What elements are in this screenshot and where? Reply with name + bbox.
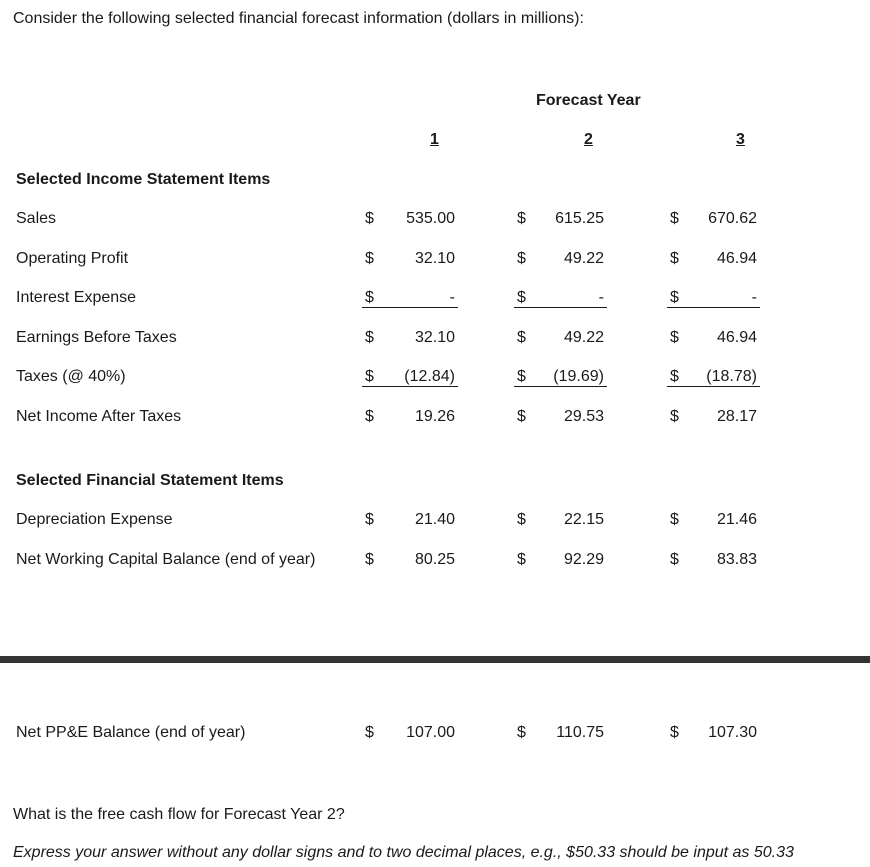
row-value: 49.22 [563, 329, 604, 346]
currency-symbol: $ [670, 289, 679, 306]
currency-symbol: $ [365, 289, 374, 306]
currency-symbol: $ [670, 724, 679, 741]
currency-symbol: $ [365, 551, 374, 568]
currency-symbol: $ [517, 329, 526, 346]
row-value: 107.00 [406, 724, 455, 741]
row-value: 29.53 [563, 408, 604, 425]
row-value: 46.94 [716, 250, 757, 267]
row-value: 80.25 [414, 551, 455, 568]
currency-symbol: $ [670, 210, 679, 227]
row-label: Operating Profit [16, 250, 129, 267]
subtotal-underline [667, 386, 760, 387]
row-value: 28.17 [716, 408, 757, 425]
intro-text: Consider the following selected financial forecast information (dollars in millions): [13, 10, 584, 27]
forecast-year-header: Forecast Year [536, 92, 641, 109]
currency-symbol: $ [670, 368, 679, 385]
currency-symbol: $ [517, 289, 526, 306]
row-label: Earnings Before Taxes [16, 329, 177, 346]
currency-symbol: $ [670, 250, 679, 267]
row-label: Sales [16, 210, 57, 227]
currency-symbol: $ [670, 511, 679, 528]
row-value: 670.62 [708, 210, 757, 227]
financial-section-title: Selected Financial Statement Items [16, 472, 284, 489]
currency-symbol: $ [365, 724, 374, 741]
row-label: Net PP&E Balance (end of year) [16, 724, 246, 741]
row-value: 49.22 [563, 250, 604, 267]
row-value: 32.10 [414, 329, 455, 346]
row-value: 83.83 [716, 551, 757, 568]
subtotal-underline [514, 386, 607, 387]
row-value: 32.10 [414, 250, 455, 267]
row-label: Interest Expense [16, 289, 137, 306]
currency-symbol: $ [670, 408, 679, 425]
section-divider [0, 656, 870, 663]
row-value: (19.69) [553, 368, 604, 385]
currency-symbol: $ [670, 329, 679, 346]
currency-symbol: $ [670, 551, 679, 568]
currency-symbol: $ [365, 368, 374, 385]
row-value: 615.25 [555, 210, 604, 227]
subtotal-underline [362, 307, 458, 308]
year-2-header: 2 [584, 131, 593, 148]
currency-symbol: $ [365, 329, 374, 346]
row-label: Depreciation Expense [16, 511, 173, 528]
subtotal-underline [362, 386, 458, 387]
row-value: 22.15 [563, 511, 604, 528]
row-value: - [598, 289, 604, 306]
row-label: Taxes (@ 40%) [16, 368, 126, 385]
answer-instructions: Express your answer without any dollar signs and to two decimal places, e.g., $50.33 should be input as 50.33 [13, 844, 794, 861]
subtotal-underline [514, 307, 607, 308]
currency-symbol: $ [365, 511, 374, 528]
currency-symbol: $ [517, 724, 526, 741]
currency-symbol: $ [365, 250, 374, 267]
row-value: 92.29 [563, 551, 604, 568]
question-text: What is the free cash flow for Forecast Year 2? [13, 806, 345, 823]
row-value: 21.40 [414, 511, 455, 528]
row-value: - [449, 289, 455, 306]
year-3-header: 3 [736, 131, 745, 148]
currency-symbol: $ [517, 408, 526, 425]
row-value: (12.84) [404, 368, 455, 385]
currency-symbol: $ [517, 551, 526, 568]
row-value: 535.00 [406, 210, 455, 227]
currency-symbol: $ [517, 250, 526, 267]
row-value: 19.26 [414, 408, 455, 425]
currency-symbol: $ [517, 511, 526, 528]
row-label: Net Working Capital Balance (end of year) [16, 551, 316, 568]
currency-symbol: $ [365, 408, 374, 425]
row-value: 110.75 [556, 724, 604, 741]
row-value: 107.30 [708, 724, 757, 741]
currency-symbol: $ [365, 210, 374, 227]
row-label: Net Income After Taxes [16, 408, 182, 425]
row-value: - [751, 289, 757, 306]
row-value: 46.94 [716, 329, 757, 346]
currency-symbol: $ [517, 210, 526, 227]
row-value: 21.46 [716, 511, 757, 528]
row-value: (18.78) [706, 368, 757, 385]
year-1-header: 1 [430, 131, 439, 148]
currency-symbol: $ [517, 368, 526, 385]
subtotal-underline [667, 307, 760, 308]
income-section-title: Selected Income Statement Items [16, 171, 271, 188]
